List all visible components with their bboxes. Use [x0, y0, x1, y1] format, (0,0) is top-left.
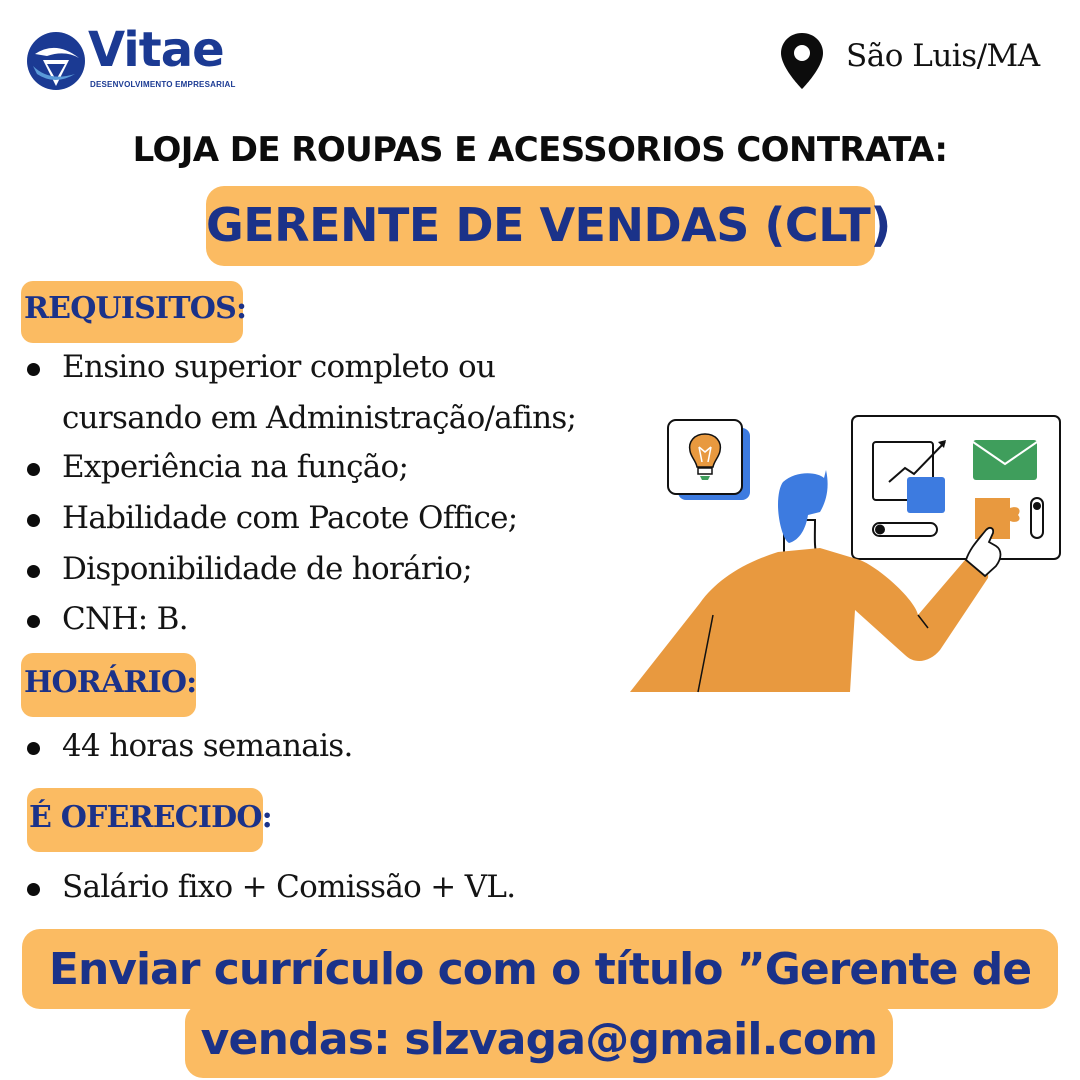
bullet-icon — [27, 565, 40, 578]
headline: LOJA DE ROUPAS E ACESSORIOS CONTRATA: — [132, 130, 948, 170]
bullet-icon — [27, 363, 40, 376]
brand-tagline: DESENVOLVIMENTO EMPRESARIAL — [90, 80, 236, 89]
bullet-icon — [27, 883, 40, 896]
schedule-item: 44 horas semanais. — [62, 728, 353, 764]
bullet-icon — [27, 463, 40, 476]
bullet-icon — [27, 742, 40, 755]
vitae-logo-icon — [25, 30, 87, 92]
offered-item: Salário fixo + Comissão + VL. — [62, 869, 516, 905]
requirement-item: Habilidade com Pacote Office; — [62, 500, 518, 536]
dashboard-panel-icon — [852, 416, 1060, 559]
map-pin-icon — [778, 31, 826, 91]
offered-label: É OFERECIDO: — [29, 800, 272, 835]
job-title: GERENTE DE VENDAS (CLT) — [206, 198, 891, 252]
bullet-icon — [27, 514, 40, 527]
cta-text-line2[interactable]: vendas: slzvaga@gmail.com — [200, 1014, 878, 1065]
requirements-label: REQUISITOS: — [24, 291, 247, 326]
requirement-item: CNH: B. — [62, 601, 188, 637]
lightbulb-card-icon — [668, 420, 750, 500]
cta-text-line1: Enviar currículo com o título ”Gerente de — [48, 944, 1032, 995]
requirement-item: Ensino superior completo ou — [62, 349, 496, 385]
requirement-item: Disponibilidade de horário; — [62, 551, 472, 587]
requirement-item: Experiência na função; — [62, 449, 409, 485]
brand-name: Vitae — [88, 22, 224, 78]
location-text: São Luis/MA — [846, 38, 1040, 74]
requirement-item: cursando em Administração/afins; — [62, 400, 577, 436]
schedule-label: HORÁRIO: — [24, 665, 197, 700]
bullet-icon — [27, 615, 40, 628]
person-touching-dashboard-illustration — [625, 410, 1065, 700]
